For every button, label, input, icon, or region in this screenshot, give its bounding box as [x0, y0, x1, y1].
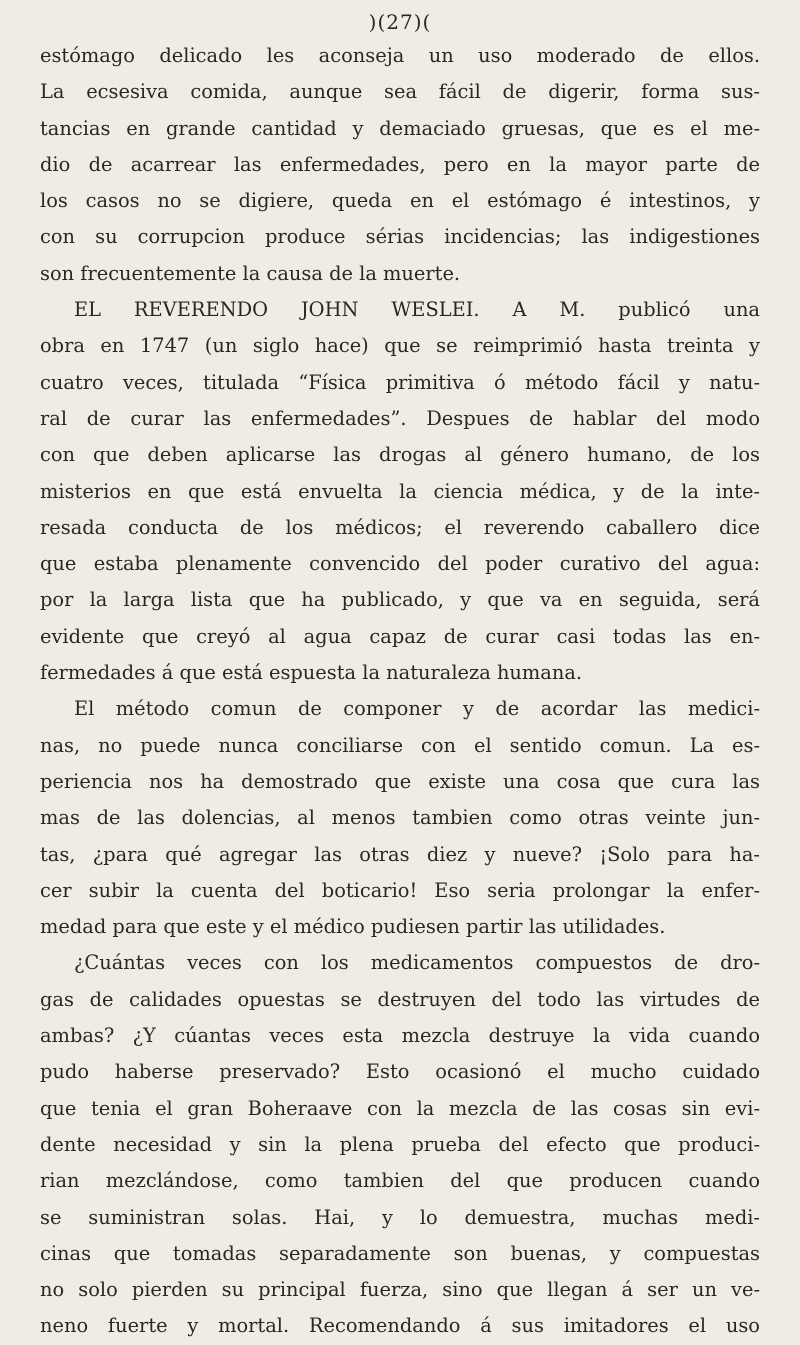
text-line: tas, ¿para qué agregar las otras diez y nueve? ¡Solo para ha- [40, 842, 760, 866]
text-line: evidente que creyó al agua capaz de curar casi todas las en- [40, 624, 760, 648]
text-line: con su corrupcion produce sérias incidencias; las indigestiones [40, 225, 760, 249]
text-line: estómago delicado les aconseja un uso moderado de ellos. [40, 44, 760, 67]
text-line: mas de las dolencias, al menos tambien como otras veinte jun- [40, 806, 760, 830]
text-line: gas de calidades opuestas se destruyen del todo las virtudes de [40, 987, 760, 1011]
text-line: ambas? ¿Y cúantas veces esta mezcla destruye la vida cuando [40, 1024, 760, 1048]
text-line: por la larga lista que ha publicado, y que va en seguida, será [40, 588, 760, 612]
text-line: no solo pierden su principal fuerza, sino que llegan á ser un ve- [40, 1278, 760, 1302]
text-line: ¿Cuántas veces con los medicamentos compuestos de dro- [74, 951, 760, 975]
text-line: cuatro veces, titulada “Física primitiva ó método fácil y natu- [40, 370, 760, 394]
text-line: rian mezclándose, como tambien del que producen cuando [40, 1169, 760, 1193]
text-line: que tenia el gran Boheraave con la mezcla de las cosas sin evi- [40, 1096, 760, 1120]
text-line: medad para que este y el médico pudiesen partir las utilidades. [40, 915, 666, 939]
text-line: tancias en grande cantidad y demaciado gruesas, que es el me- [40, 116, 760, 140]
text-line: neno fuerte y mortal. Recomendando á sus imitadores el uso [40, 1314, 760, 1338]
text-line: EL REVERENDO JOHN WESLEI. A M. publicó una [74, 298, 760, 322]
text-line: nas, no puede nunca conciliarse con el sentido comun. La es- [40, 733, 760, 757]
text-line: cinas que tomadas separadamente son buenas, y compuestas [40, 1241, 760, 1265]
text-line: periencia nos ha demostrado que existe una cosa que cura las [40, 769, 760, 793]
text-line: misterios en que está envuelta la ciencia médica, y de la inte- [40, 479, 760, 503]
text-line: fermedades á que está espuesta la naturaleza humana. [40, 661, 583, 685]
text-line: que estaba plenamente convencido del poder curativo del agua: [40, 552, 760, 576]
text-line: cer subir la cuenta del boticario! Eso seria prolongar la enfer- [40, 878, 760, 902]
body-text [40, 38, 760, 1345]
page-number: )(27)( [368, 10, 432, 34]
text-line: con que deben aplicarse las drogas al género humano, de los [40, 443, 760, 467]
text-line: obra en 1747 (un siglo hace) que se reimprimió hasta treinta y [40, 334, 760, 358]
text-line: se suministran solas. Hai, y lo demuestra, muchas medi- [40, 1205, 760, 1229]
text-line: dio de acarrear las enfermedades, pero en la mayor parte de [40, 152, 760, 176]
text-line: dente necesidad y sin la plena prueba del efecto que produci- [40, 1132, 760, 1156]
text-line: son frecuentemente la causa de la muerte. [40, 261, 461, 285]
text-line: resada conducta de los médicos; el reverendo caballero dice [40, 515, 760, 539]
text-line: pudo haberse preservado? Esto ocasionó el mucho cuidado [40, 1060, 760, 1084]
text-line: La ecsesiva comida, aunque sea fácil de digerir, forma sus- [40, 80, 760, 104]
text-line: ral de curar las enfermedades”. Despues de hablar del modo [40, 406, 760, 430]
text-line: El método comun de componer y de acordar las medici- [74, 697, 760, 721]
text-line: los casos no se digiere, queda en el estómago é intestinos, y [40, 189, 760, 213]
